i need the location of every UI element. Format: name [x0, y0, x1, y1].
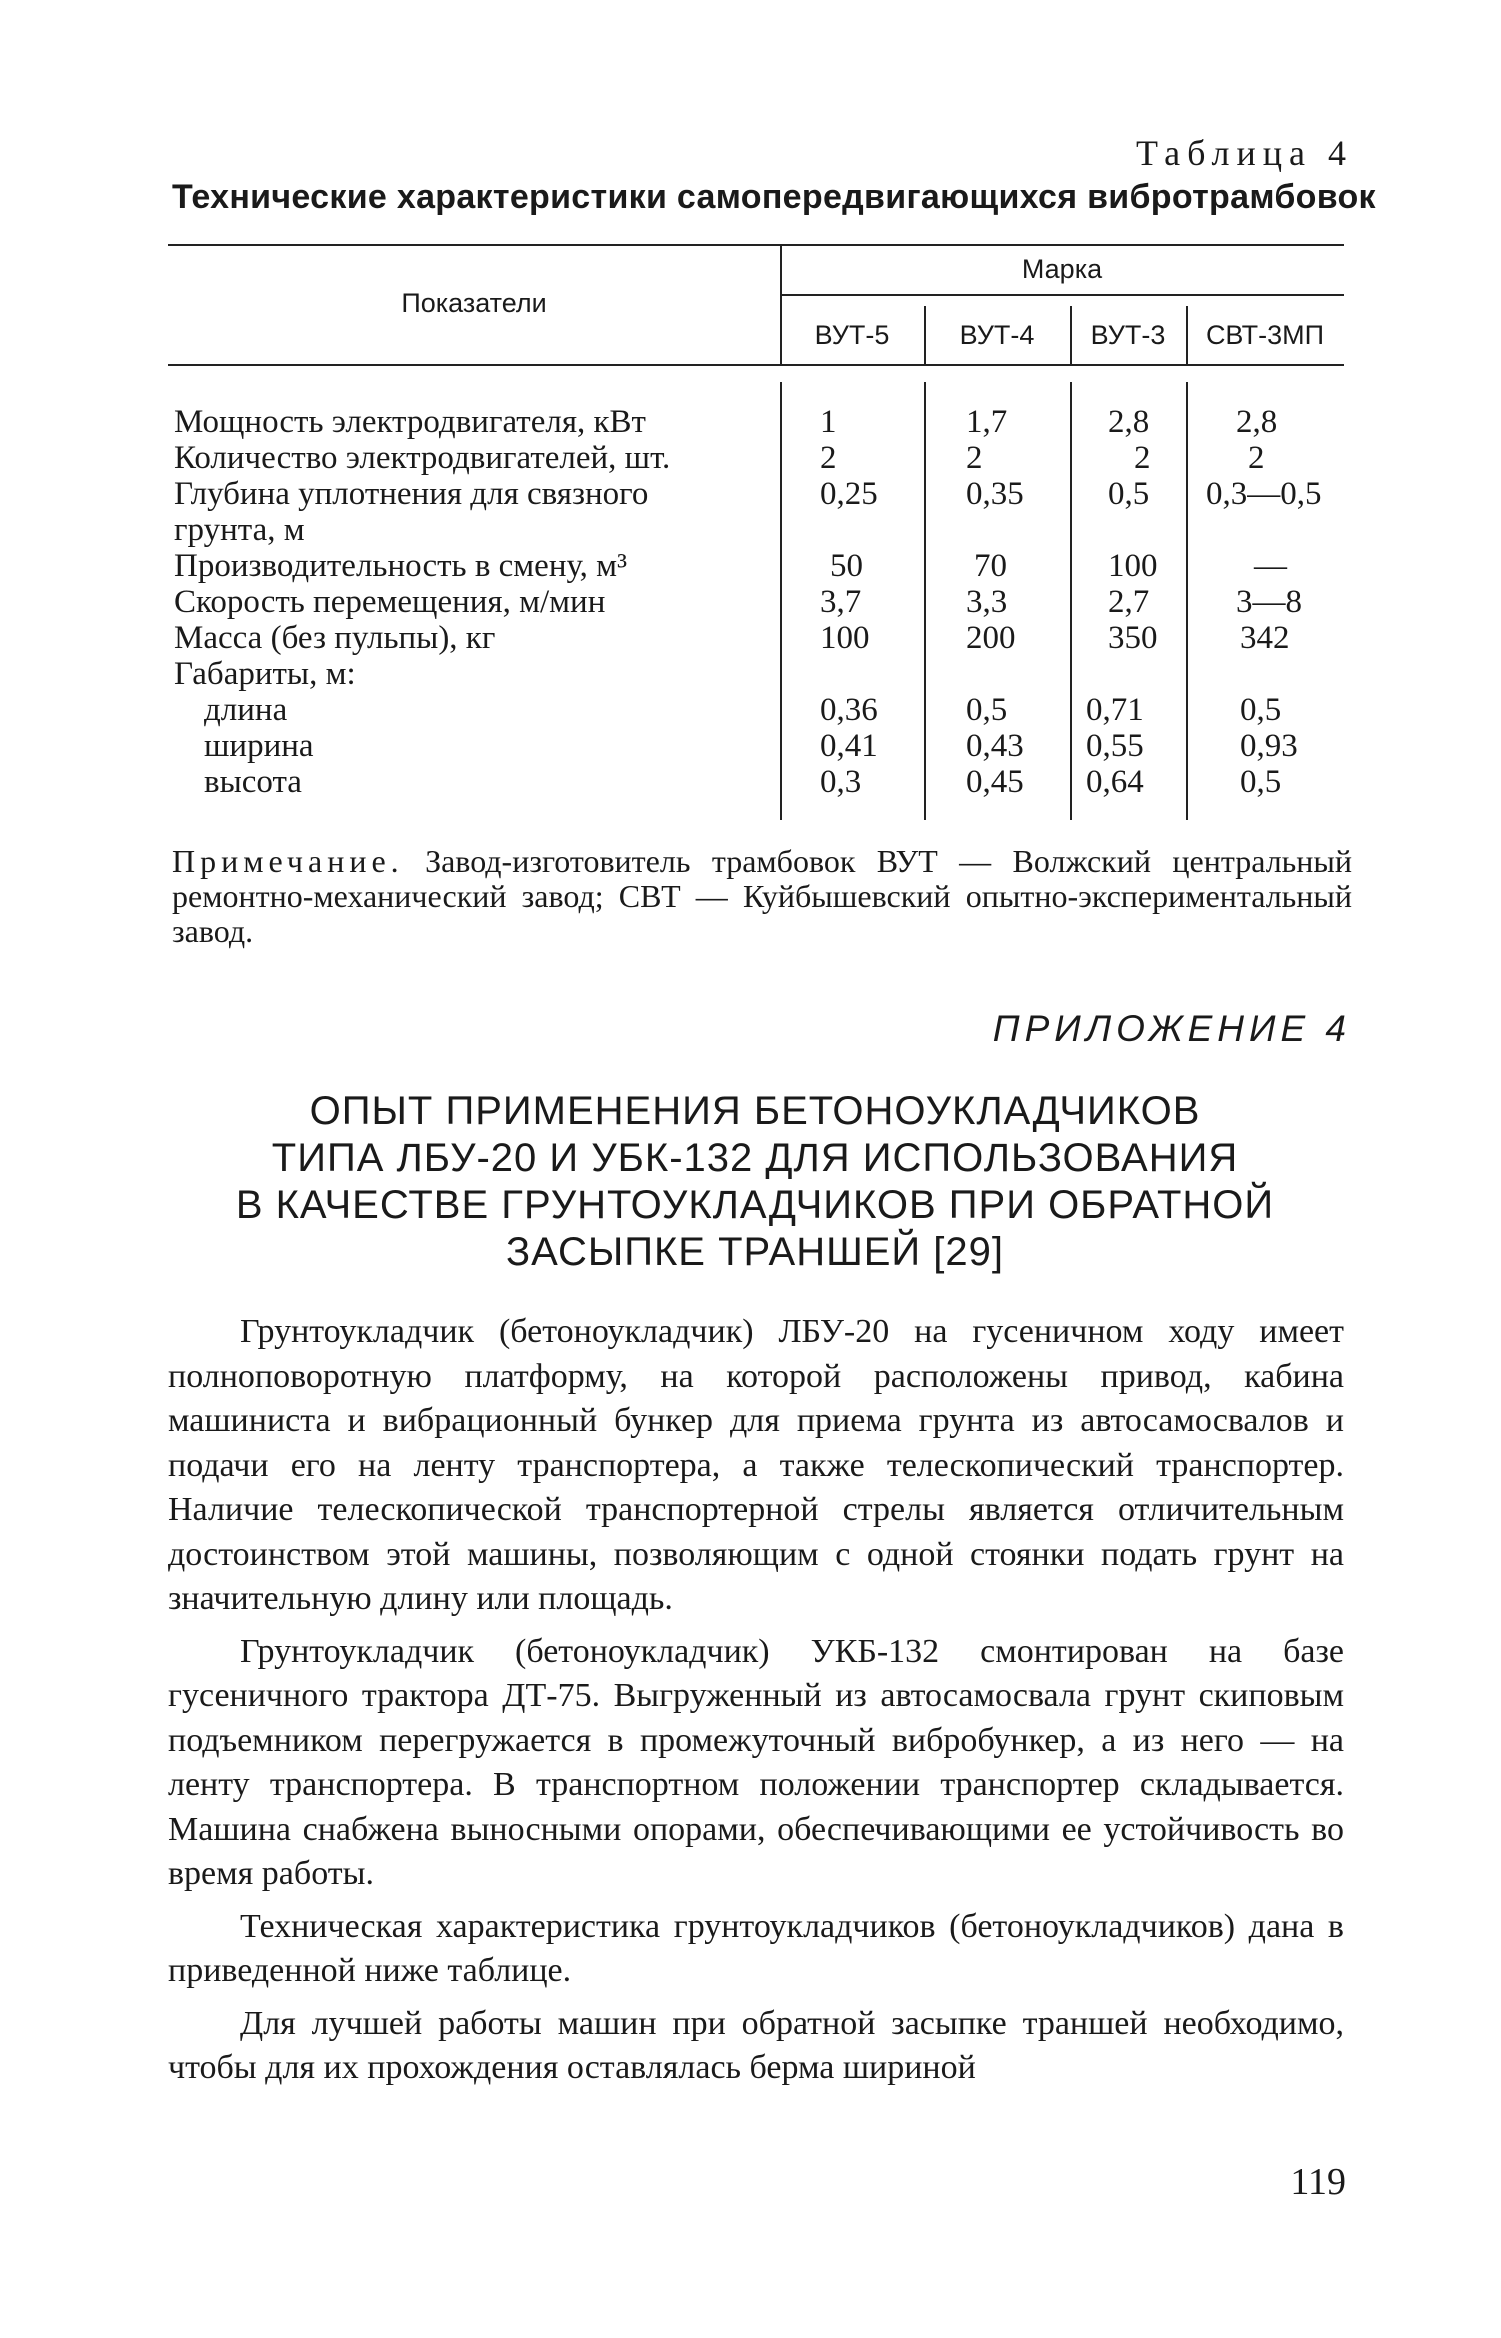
heading-line: В КАЧЕСТВЕ ГРУНТОУКЛАДЧИКОВ ПРИ ОБРАТНОЙ [235, 1183, 1275, 1227]
paragraph: Техническая характеристика грунтоукладчиков (бетоноукладчиков) дана в приведенной ниже таблице. [168, 1907, 1344, 1989]
appendix-heading [200, 1088, 1310, 1276]
table-cell: 2 [1248, 440, 1265, 476]
row-label: Масса (без пульпы), кг [174, 620, 496, 656]
table-cell: — [1254, 548, 1287, 584]
table-cell: 0,5 [966, 692, 1008, 728]
row-label: высота [204, 764, 302, 800]
table-cell: 0,36 [820, 692, 878, 728]
table-cell: 0,55 [1086, 728, 1144, 764]
col-divider-body-0 [780, 382, 782, 820]
header-model: СВТ-3МП [1205, 320, 1325, 350]
table-cell: 100 [820, 620, 870, 656]
table-cell: 2,8 [1108, 404, 1150, 440]
table-cell: 50 [830, 548, 863, 584]
table-cell: 0,93 [1240, 728, 1298, 764]
table-label: Таблица 4 [1136, 133, 1353, 173]
row-label: Скорость перемещения, м/мин [174, 584, 606, 620]
table-cell: 0,71 [1086, 692, 1144, 728]
table-cell: 100 [1108, 548, 1158, 584]
header-model: ВУТ-5 [814, 320, 890, 350]
table-cell: 3—8 [1236, 584, 1302, 620]
table-cell: 0,41 [820, 728, 878, 764]
table-cell: 2,8 [1236, 404, 1278, 440]
table-cell: 2 [820, 440, 837, 476]
paragraph: Грунтоукладчик (бетоноукладчик) УКБ-132 смонтирован на базе гусеничного трактора ДТ-75. Выгруженный из автосамосвала грунт скиповым подъемником перегружается в промежуточный вибробункер, а из него — на ленту транспортера. В транспортном положении транспортер складывается. Машина снабжена выносными опорами, обеспечивающими ее устойчивость во время работы. [168, 1632, 1344, 1892]
header-model: ВУТ-4 [959, 320, 1035, 350]
table-cell: 342 [1240, 620, 1290, 656]
table-cell: 2,7 [1108, 584, 1150, 620]
heading-line: ЗАСЫПКЕ ТРАНШЕЙ [29] [505, 1230, 1005, 1274]
paragraph: Для лучшей работы машин при обратной засыпке траншей необходимо, чтобы для их прохождения оставлялась берма шириной [168, 2004, 1344, 2086]
table-cell: 0,5 [1240, 764, 1282, 800]
table-cell: 0,45 [966, 764, 1024, 800]
row-label: ширина [204, 728, 314, 764]
header-model: ВУТ-3 [1090, 320, 1166, 350]
table-top-rule [168, 244, 1344, 246]
table-cell: 1 [820, 404, 837, 440]
table-cell: 2 [1134, 440, 1151, 476]
row-label: длина [204, 692, 288, 728]
table-cell: 0,25 [820, 476, 878, 512]
table-cell: 0,43 [966, 728, 1024, 764]
table-cell: 70 [974, 548, 1007, 584]
col-divider-body-2 [1070, 382, 1072, 820]
heading-line: ТИПА ЛБУ-20 И УБК-132 ДЛЯ ИСПОЛЬЗОВАНИЯ [271, 1136, 1239, 1180]
page-number: 119 [1290, 2161, 1346, 2203]
table-cell: 3,7 [820, 584, 862, 620]
row-label: грунта, м [174, 512, 305, 548]
table-cell: 0,5 [1240, 692, 1282, 728]
appendix-label: ПРИЛОЖЕНИЕ 4 [992, 1008, 1351, 1049]
heading-line: ОПЫТ ПРИМЕНЕНИЯ БЕТОНОУКЛАДЧИКОВ [309, 1089, 1201, 1133]
table-cell: 2 [966, 440, 983, 476]
brand-rule [780, 294, 1344, 296]
table-cell: 1,7 [966, 404, 1008, 440]
table-cell: 0,5 [1108, 476, 1150, 512]
table-cell: 0,3—0,5 [1206, 476, 1322, 512]
spec-table [168, 244, 1344, 820]
table-cell: 0,64 [1086, 764, 1144, 800]
table-cell: 3,3 [966, 584, 1008, 620]
header-bottom-rule [168, 364, 1344, 366]
note-text: Завод-изготовитель трамбовок ВУТ — Волжский центральный ремонтно-механический завод; СВТ — Куйбышевский опытно-экспериментальный завод. [172, 843, 1353, 949]
row-label: Мощность электродвигателя, кВт [174, 404, 646, 440]
table-title: Технические характеристики самопередвигающихся вибротрамбовок [172, 178, 1376, 216]
row-label: Габариты, м: [174, 656, 356, 692]
header-brand: Марка [1021, 254, 1103, 284]
row-label: Глубина уплотнения для связного [174, 476, 649, 512]
header-indicators: Показатели [401, 288, 547, 318]
table-cell: 350 [1108, 620, 1158, 656]
table-cell: 0,3 [820, 764, 862, 800]
table-cell: 0,35 [966, 476, 1024, 512]
table-note [172, 844, 1352, 949]
row-label: Производительность в смену, м³ [174, 548, 627, 584]
body-text [168, 1310, 1344, 2099]
note-lead: Примечание. [172, 843, 404, 879]
table-cell: 200 [966, 620, 1016, 656]
paragraph: Грунтоукладчик (бетоноукладчик) ЛБУ-20 на гусеничном ходу имеет полноповоротную платформу, на которой расположены привод, кабина машиниста и вибрационный бункер для приема грунта из автосамосвалов и подачи его на ленту транспортера, а также телескопический транспортер. Наличие телескопической транспортерной стрелы является отличительным достоинством этой машины, позволяющим с одной стоянки подать грунт на значительную длину или площадь. [168, 1313, 1344, 1617]
row-label: Количество электродвигателей, шт. [174, 440, 671, 476]
col-divider-body-3 [1186, 382, 1188, 820]
col-divider-body-1 [924, 382, 926, 820]
